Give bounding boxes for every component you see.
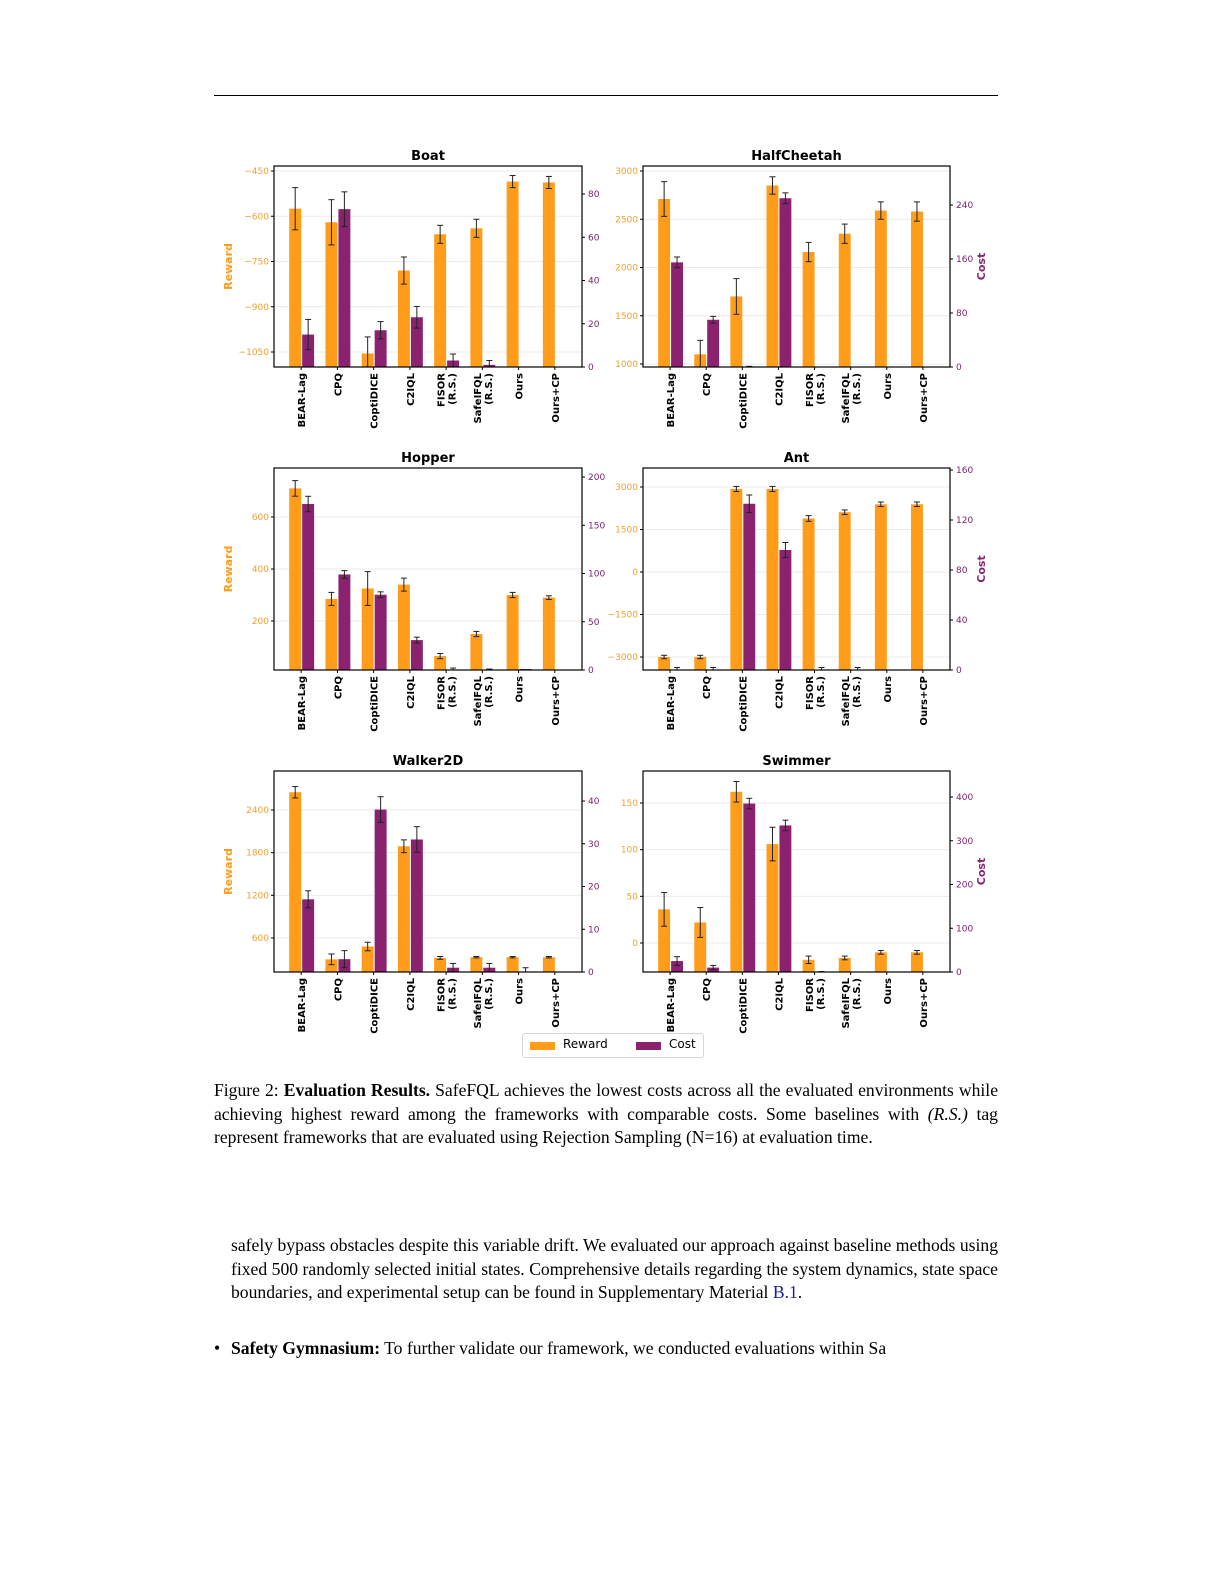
chart-panel-hopper xyxy=(222,451,605,732)
cost-bar xyxy=(302,504,314,670)
x-tick-label: FISOR xyxy=(436,978,448,1012)
reward-tick-label: 150 xyxy=(620,799,638,809)
reward-tick-label: 0 xyxy=(632,568,638,578)
cost-bar xyxy=(411,640,423,670)
caption-title: Evaluation Results. xyxy=(283,1080,431,1100)
cost-bar xyxy=(743,504,755,670)
cost-tick-label: 10 xyxy=(588,925,600,936)
x-tick-label: Ours+CP xyxy=(550,676,562,726)
figure-legend xyxy=(522,1033,704,1058)
x-tick-label: SafeIFQL xyxy=(472,373,484,424)
reward-bar xyxy=(875,504,887,670)
reward-bar xyxy=(767,489,779,670)
reward-bar xyxy=(470,634,482,670)
reward-tick-label: −1050 xyxy=(238,348,269,358)
cost-bar xyxy=(411,839,423,972)
bullet-marker: • xyxy=(214,1338,221,1358)
cost-axis-label: Cost xyxy=(975,555,988,583)
figure-caption xyxy=(214,1079,998,1150)
cost-tick-label: 0 xyxy=(588,666,594,676)
reward-tick-label: 100 xyxy=(620,845,638,856)
caption-label: Figure 2: xyxy=(214,1080,279,1100)
reward-bar xyxy=(658,199,670,367)
cost-tick-label: 100 xyxy=(956,924,974,935)
x-tick-label: C2IQL xyxy=(774,978,786,1011)
reward-bar xyxy=(911,504,923,670)
x-tick-label: Ours xyxy=(882,373,894,400)
chart-title: Boat xyxy=(411,149,445,164)
reward-tick-label: −900 xyxy=(244,302,269,313)
reward-bar xyxy=(875,952,887,972)
x-tick-label: FISOR xyxy=(436,373,448,407)
cost-bar xyxy=(338,574,350,670)
cost-tick-label: 80 xyxy=(588,190,600,200)
caption-text-1: SafeFQL achieves the lowest costs across all the evaluated environments while achieving highest reward among the frameworks with comparable costs. Some baselines with xyxy=(214,1080,998,1124)
chart-panel-swimmer xyxy=(621,754,988,1034)
reward-axis-label: Reward xyxy=(222,243,235,290)
reward-bar xyxy=(543,598,555,670)
x-tick-label: (R.S.) xyxy=(483,978,495,1010)
legend-cost-label: Cost xyxy=(669,1037,696,1051)
cost-tick-label: 0 xyxy=(588,968,594,978)
cost-swatch xyxy=(636,1042,661,1050)
chart-panel-ant xyxy=(608,451,988,732)
x-tick-label: FISOR xyxy=(436,676,448,710)
reward-bar xyxy=(398,271,410,367)
x-tick-label: CPQ xyxy=(333,978,345,1002)
x-tick-label: Ours+CP xyxy=(550,978,562,1028)
x-tick-label: Ours xyxy=(882,978,894,1005)
x-tick-label: (R.S.) xyxy=(447,978,459,1010)
caption-text-2: tag represent frameworks that are evaluated using Rejection Sampling (N=16) at evaluation time. xyxy=(214,1103,998,1147)
cost-tick-label: 50 xyxy=(588,617,600,628)
reward-bar xyxy=(325,599,337,670)
reward-tick-label: 1800 xyxy=(246,848,269,859)
x-tick-label: (R.S.) xyxy=(816,676,828,708)
reward-bar xyxy=(507,182,519,367)
cost-tick-label: 200 xyxy=(588,473,606,483)
cost-tick-label: 80 xyxy=(956,309,968,319)
reward-tick-label: 400 xyxy=(251,565,269,575)
reward-tick-label: 3000 xyxy=(615,483,638,493)
x-tick-label: CPQ xyxy=(702,978,714,1002)
x-tick-label: (R.S.) xyxy=(483,373,495,405)
reward-tick-label: 3000 xyxy=(615,167,638,177)
x-tick-label: SafeIFQL xyxy=(472,978,484,1029)
reward-tick-label: 1000 xyxy=(615,360,638,370)
x-tick-label: C2IQL xyxy=(774,373,786,406)
cost-bar xyxy=(302,899,314,972)
reward-axis-label: Reward xyxy=(222,545,235,593)
cost-tick-label: 80 xyxy=(956,566,968,576)
chart-title: Ant xyxy=(783,451,810,466)
reward-tick-label: 2400 xyxy=(246,806,269,816)
cost-tick-label: 160 xyxy=(956,466,974,476)
reward-bar xyxy=(470,228,482,367)
chart-title: Swimmer xyxy=(762,754,831,769)
cost-bar xyxy=(779,198,791,367)
reward-bar xyxy=(730,792,742,972)
reward-bar xyxy=(803,252,815,367)
reward-bar xyxy=(398,585,410,670)
cost-tick-label: 160 xyxy=(956,255,974,265)
reward-bar xyxy=(911,952,923,972)
cost-tick-label: 40 xyxy=(588,797,600,807)
reward-bar xyxy=(911,212,923,367)
cost-tick-label: 20 xyxy=(588,882,600,893)
x-tick-label: FISOR xyxy=(805,373,817,407)
x-tick-label: CPQ xyxy=(333,373,345,397)
x-tick-label: (R.S.) xyxy=(852,676,864,708)
reward-bar xyxy=(875,211,887,367)
reward-axis-label: Reward xyxy=(222,848,235,895)
chart-panel-walker2d xyxy=(222,754,600,1034)
reward-tick-label: −750 xyxy=(244,257,269,268)
reward-bar xyxy=(767,844,779,972)
x-tick-label: Ours xyxy=(882,676,894,703)
chart-title: Walker2D xyxy=(392,754,464,769)
reward-bar xyxy=(803,518,815,670)
x-tick-label: (R.S.) xyxy=(447,373,459,405)
bullet-text: To further validate our framework, we conducted evaluations within Sa xyxy=(380,1338,887,1358)
x-tick-label: SafeIFQL xyxy=(841,373,853,424)
cost-tick-label: 0 xyxy=(956,968,962,978)
reward-bar xyxy=(730,489,742,670)
reward-bar xyxy=(398,846,410,972)
cost-tick-label: 400 xyxy=(956,793,974,803)
x-tick-label: BEAR-Lag xyxy=(666,978,678,1033)
reward-bar xyxy=(543,182,555,367)
cost-tick-label: 120 xyxy=(956,516,974,526)
reward-tick-label: 1500 xyxy=(615,311,638,322)
cost-axis-label: Cost xyxy=(975,857,988,886)
x-tick-label: Ours xyxy=(514,978,526,1005)
x-tick-label: CoptiDICE xyxy=(738,978,750,1034)
x-tick-label: (R.S.) xyxy=(852,373,864,405)
reward-tick-label: 600 xyxy=(251,513,269,523)
x-tick-label: Ours xyxy=(514,676,526,703)
x-tick-label: SafeIFQL xyxy=(841,978,853,1029)
reward-bar xyxy=(507,595,519,670)
caption-italic: (R.S.) xyxy=(927,1103,968,1124)
x-tick-label: Ours+CP xyxy=(918,676,930,726)
cost-tick-label: 300 xyxy=(956,836,974,847)
cost-bar xyxy=(375,595,387,670)
cost-bar xyxy=(779,825,791,972)
cost-bar xyxy=(338,209,350,367)
cost-bar xyxy=(707,320,719,367)
reward-tick-label: 1500 xyxy=(615,525,638,536)
x-tick-label: BEAR-Lag xyxy=(666,676,678,731)
chart-panel-boat xyxy=(222,149,600,429)
x-tick-label: CoptiDICE xyxy=(369,978,381,1034)
cost-tick-label: 60 xyxy=(588,233,600,244)
cost-tick-label: 20 xyxy=(588,319,600,330)
reward-bar xyxy=(470,957,482,972)
reward-swatch xyxy=(530,1042,555,1050)
reward-tick-label: 50 xyxy=(626,892,638,903)
cost-tick-label: 0 xyxy=(588,363,594,373)
reward-bar xyxy=(507,957,519,972)
reward-tick-label: 600 xyxy=(251,934,269,944)
x-tick-label: FISOR xyxy=(805,978,817,1012)
x-tick-label: BEAR-Lag xyxy=(297,978,309,1033)
paragraph-text: safely bypass obstacles despite this variable drift. We evaluated our approach against baseline methods using fixed 500 randomly selected initial states. Comprehensive details regarding the system dynamics, state space boundaries, and experimental setup can be found in Supplementary Material xyxy=(231,1235,998,1303)
chart-title: HalfCheetah xyxy=(751,149,842,164)
body-paragraph xyxy=(231,1234,998,1305)
reward-bar xyxy=(289,209,301,367)
reward-tick-label: −3000 xyxy=(607,653,638,663)
chart-panel-halfcheetah xyxy=(615,149,988,429)
reward-bar xyxy=(543,957,555,972)
x-tick-label: C2IQL xyxy=(405,978,417,1011)
x-tick-label: (R.S.) xyxy=(816,373,828,405)
cost-tick-label: 0 xyxy=(956,666,962,676)
reward-bar xyxy=(289,792,301,972)
reward-tick-label: −600 xyxy=(244,212,269,223)
cost-tick-label: 30 xyxy=(588,839,600,850)
x-tick-label: SafeIFQL xyxy=(472,676,484,727)
bullet-item xyxy=(214,1337,998,1361)
x-tick-label: CoptiDICE xyxy=(738,373,750,429)
cost-tick-label: 150 xyxy=(588,521,606,532)
x-tick-label: CoptiDICE xyxy=(369,373,381,429)
reward-tick-label: 2000 xyxy=(615,263,638,274)
x-tick-label: C2IQL xyxy=(774,676,786,709)
reward-tick-label: 2500 xyxy=(615,215,638,226)
x-tick-label: C2IQL xyxy=(405,373,417,406)
reward-bar xyxy=(434,234,446,367)
reward-bar xyxy=(839,512,851,670)
x-tick-label: CoptiDICE xyxy=(369,676,381,732)
reward-bar xyxy=(289,488,301,670)
legend-reward-label: Reward xyxy=(563,1037,608,1051)
cost-tick-label: 100 xyxy=(588,569,606,580)
chart-title: Hopper xyxy=(401,451,455,466)
x-tick-label: Ours+CP xyxy=(550,373,562,423)
reward-bar xyxy=(839,234,851,367)
paragraph-end: . xyxy=(797,1282,803,1303)
x-tick-label: CPQ xyxy=(333,676,345,700)
cost-bar xyxy=(671,262,683,367)
x-tick-label: BEAR-Lag xyxy=(666,373,678,428)
reward-tick-label: 200 xyxy=(251,617,269,627)
x-tick-label: Ours xyxy=(514,373,526,400)
x-tick-label: C2IQL xyxy=(405,676,417,709)
x-tick-label: Ours+CP xyxy=(918,978,930,1028)
reward-tick-label: 1200 xyxy=(246,891,269,902)
x-tick-label: (R.S.) xyxy=(483,676,495,708)
cost-tick-label: 240 xyxy=(956,201,974,211)
cost-tick-label: 40 xyxy=(956,616,968,626)
x-tick-label: Ours+CP xyxy=(918,373,930,423)
reward-tick-label: 0 xyxy=(632,939,638,949)
x-tick-label: CoptiDICE xyxy=(738,676,750,732)
x-tick-label: CPQ xyxy=(702,373,714,397)
cost-tick-label: 40 xyxy=(588,276,600,287)
reward-tick-label: −1500 xyxy=(607,610,638,621)
bullet-bold: Safety Gymnasium: xyxy=(231,1338,381,1358)
cost-bar xyxy=(779,550,791,670)
cost-bar xyxy=(375,810,387,972)
x-tick-label: (R.S.) xyxy=(816,978,828,1010)
x-tick-label: (R.S.) xyxy=(852,978,864,1010)
cost-tick-label: 200 xyxy=(956,880,974,891)
supplementary-link[interactable]: B.1 xyxy=(772,1282,798,1303)
x-tick-label: BEAR-Lag xyxy=(297,373,309,428)
x-tick-label: SafeIFQL xyxy=(841,676,853,727)
x-tick-label: FISOR xyxy=(805,676,817,710)
reward-tick-label: −450 xyxy=(244,167,269,177)
cost-tick-label: 0 xyxy=(956,363,962,373)
cost-axis-label: Cost xyxy=(975,252,988,281)
x-tick-label: (R.S.) xyxy=(447,676,459,708)
cost-bar xyxy=(743,804,755,972)
x-tick-label: BEAR-Lag xyxy=(297,676,309,731)
x-tick-label: CPQ xyxy=(702,676,714,700)
reward-bar xyxy=(434,958,446,972)
reward-bar xyxy=(767,185,779,367)
